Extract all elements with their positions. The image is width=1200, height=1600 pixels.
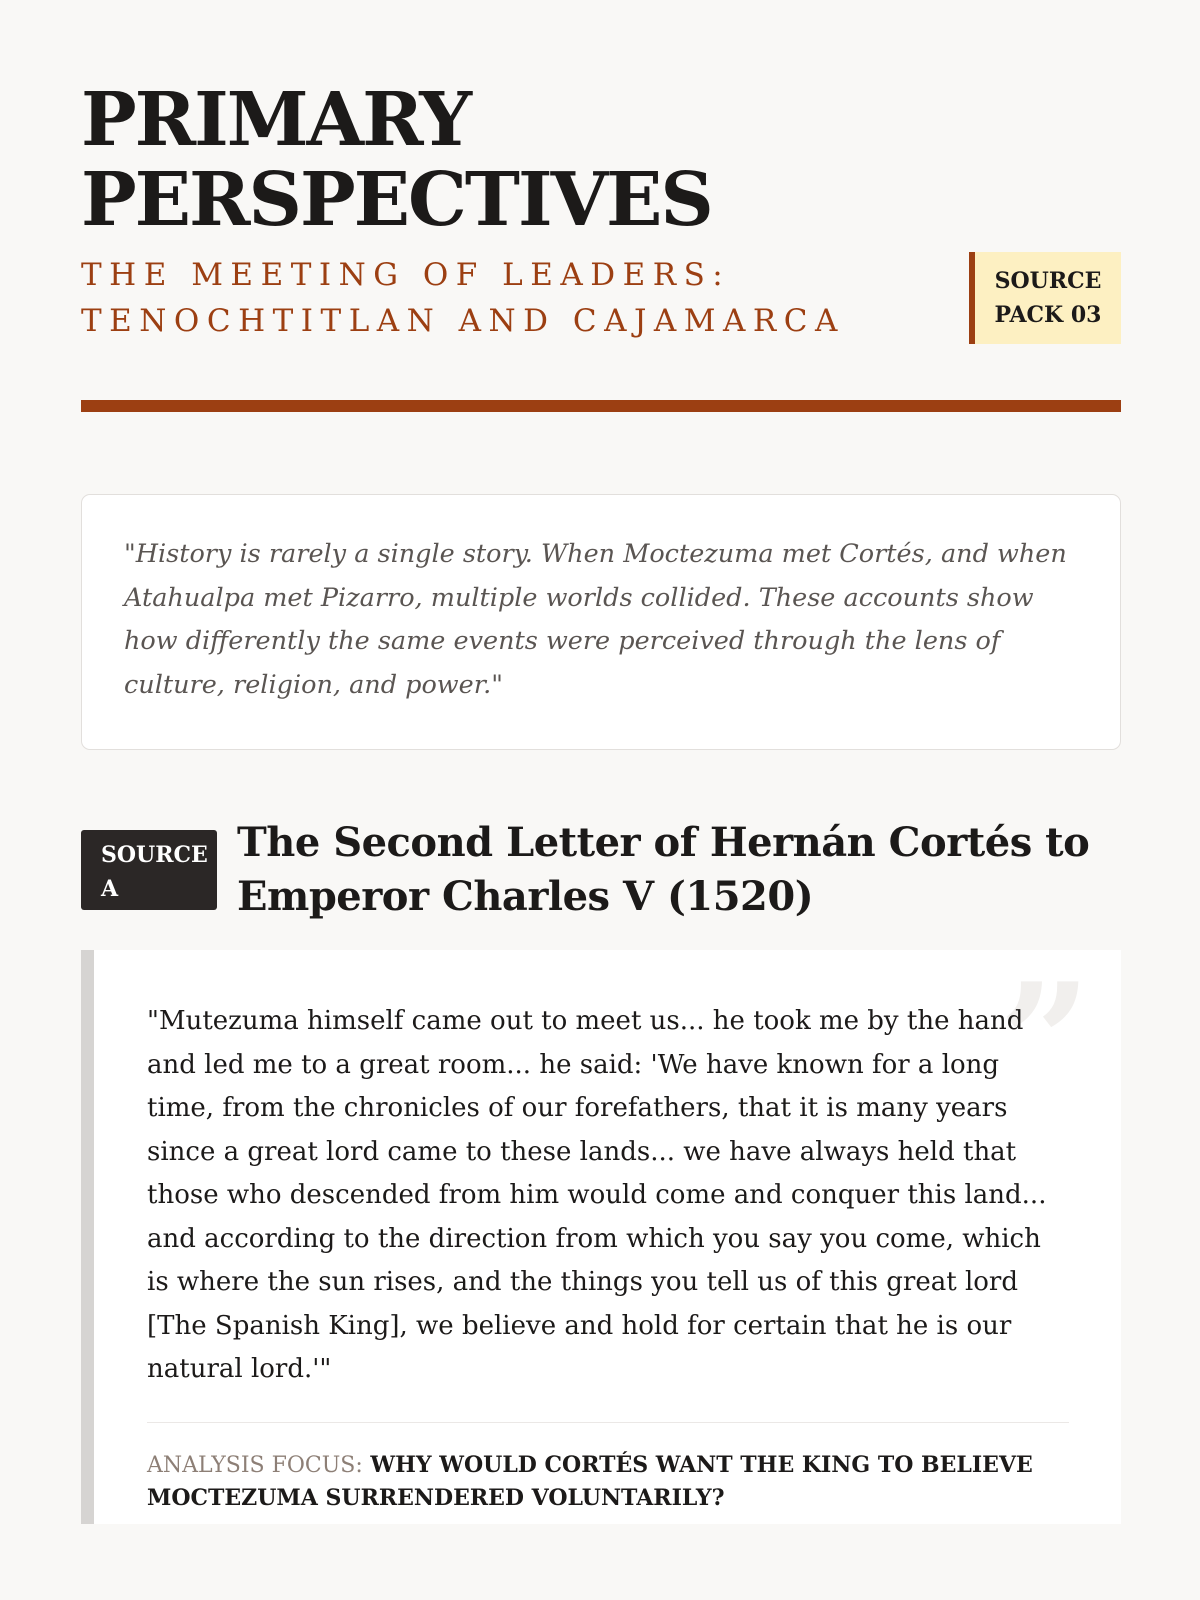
page-title <box>81 77 781 243</box>
analysis-focus-label: ANALYSIS FOCUS: <box>147 1452 363 1478</box>
page-title-line-1: PRIMARY <box>81 77 471 163</box>
page-title-line-2: PERSPECTIVES <box>81 157 712 243</box>
source-a-tag <box>81 830 217 910</box>
subtitle-line-1: THE MEETING OF LEADERS: <box>81 257 731 293</box>
quote-mark-icon: ” <box>998 948 1091 1136</box>
subtitle-row <box>81 252 1121 352</box>
source-a-quote-block <box>81 950 1121 1524</box>
subtitle-line-2: TENOCHTITLAN AND CAJAMARCA <box>81 303 845 339</box>
page-subtitle <box>81 252 861 344</box>
source-pack-label: SOURCE PACK 03 <box>994 268 1102 328</box>
header-divider <box>81 400 1121 412</box>
intro-quote: "History is rarely a single story. When Moctezuma met Cortés, and when Atahualpa met Pizarro, multiple worlds collided. These accounts show how differently the same events were perceived through the lens of culture, religion, and power." <box>124 539 1067 700</box>
analysis-focus <box>147 1449 1069 1515</box>
analysis-focus-question: WHY WOULD CORTÉS WANT THE KING TO BELIEVE MOCTEZUMA SURRENDERED VOLUNTARILY? <box>147 1451 1033 1511</box>
intro-quote-card <box>81 494 1121 750</box>
source-pack-badge <box>969 252 1121 344</box>
analysis-divider <box>147 1422 1069 1423</box>
source-a-tag-label: SOURCE A <box>101 842 208 902</box>
source-a-title: The Second Letter of Hernán Cortés to Emperor Charles V (1520) <box>237 819 1090 920</box>
page-content <box>81 77 1121 1511</box>
source-a-quote: "Mutezuma himself came out to meet us... he took me by the hand and led me to a great room... he said: 'We have known for a long time, from the chronicles of our forefathers, that it is many years since a great lord came to these lands... we have always held that those who descended from him would come and conquer this land... and according to the direction from which you say you come, which is where the sun rises, and the things you tell us of this great lord [The Spanish King], we believe and hold for certain that he is our natural lord.'" <box>147 1006 1047 1384</box>
